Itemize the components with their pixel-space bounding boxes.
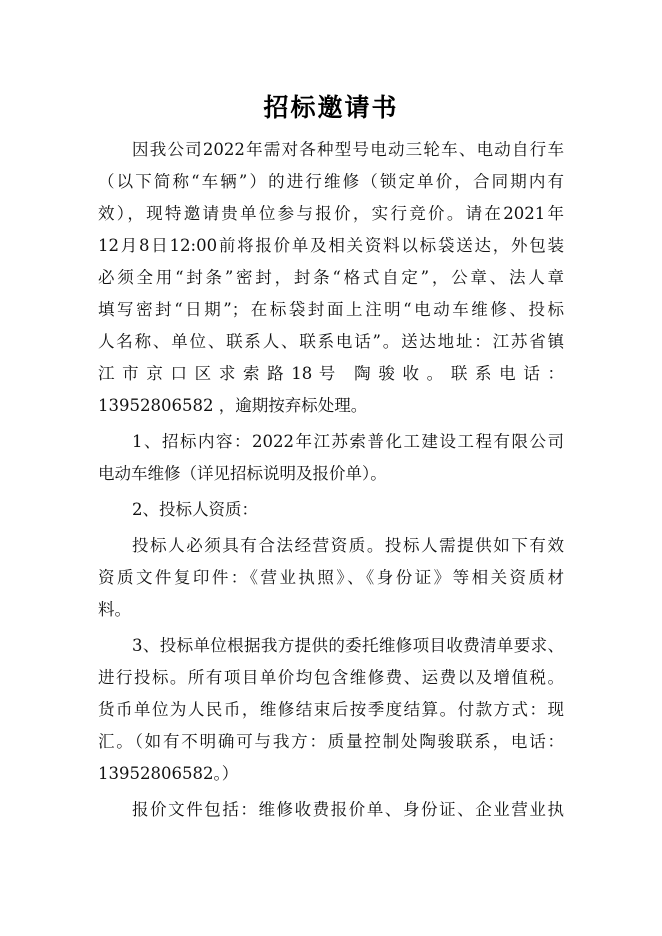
document-title: 招标邀请书 <box>263 93 399 122</box>
paragraph-line: 料。 <box>98 600 131 619</box>
paragraph-line: 江 市 京 口 区 求 索 路 18 号 陶 骏 收 。 联 系 电 话 ： <box>98 364 564 383</box>
paragraph-line: 12月8日12:00前将报价单及相关资料以标袋送达，外包装 <box>98 236 564 255</box>
paragraph-line: 电动车维修（详见招标说明及报价单）。 <box>98 464 387 483</box>
paragraph-line: 因我公司2022年需对各种型号电动三轮车、电动自行车 <box>132 140 564 159</box>
paragraph-line: 报价文件包括：维修收费报价单、身份证、企业营业执 <box>132 800 564 819</box>
paragraph-line: 人名称、单位、联系人、联系电话”。送达地址：江苏省镇 <box>98 332 564 351</box>
section-heading-line: 1、招标内容：2022年江苏索普化工建设工程有限公司 <box>132 432 564 451</box>
paragraph-line: 填写密封“日期”；在标袋封面上注明“电动车维修、投标 <box>98 300 564 319</box>
paragraph-line: 效），现特邀请贵单位参与报价，实行竞价。请在2021年 <box>98 204 564 223</box>
paragraph-line: 13952806582。） <box>98 764 239 783</box>
paragraph-line: 必须全用“封条”密封，封条“格式自定”，公章、法人章 <box>98 268 564 287</box>
paragraph-line: 货币单位为人民币，维修结束后按季度结算。付款方式：现 <box>98 700 564 719</box>
paragraph-line: （以下简称“车辆”）的进行维修（锁定单价，合同期内有 <box>98 172 564 191</box>
section-heading-line: 3、投标单位根据我方提供的委托维修项目收费清单要求、 <box>132 636 564 655</box>
paragraph-line: 汇。（如有不明确可与我方：质量控制处陶骏联系，电话： <box>98 732 564 751</box>
paragraph-line: 13952806582 ，逾期按弃标处理。 <box>98 396 368 415</box>
paragraph-line: 资质文件复印件：《营业执照》、《身份证》等相关资质材 <box>98 568 564 587</box>
document-body <box>98 134 564 826</box>
paragraph-line: 进行投标。所有项目单价均包含维修费、运费以及增值税。 <box>98 668 564 687</box>
section-heading-line: 2、投标人资质： <box>132 500 258 519</box>
paragraph-line: 投标人必须具有合法经营资质。投标人需提供如下有效 <box>132 536 564 555</box>
